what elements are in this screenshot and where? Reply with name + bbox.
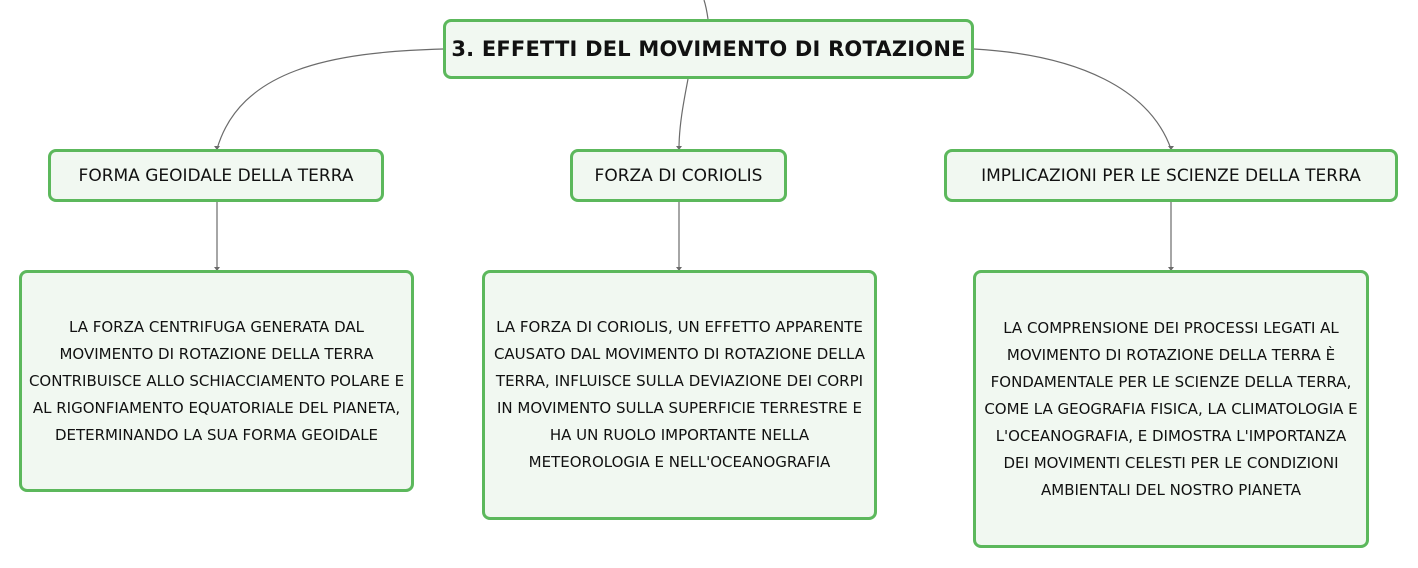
- branch-node-label: IMPLICAZIONI PER LE SCIENZE DELLA TERRA: [981, 165, 1361, 186]
- root-node-label: 3. EFFETTI DEL MOVIMENTO DI ROTAZIONE: [451, 37, 966, 61]
- branch-node-earth-sciences[interactable]: [944, 149, 1398, 202]
- connector-root-to-branch-2: [679, 79, 688, 149]
- connector-root-to-branch-1: [217, 49, 443, 149]
- branch-node-label: FORZA DI CORIOLIS: [594, 165, 763, 186]
- connector-root-to-branch-3: [974, 49, 1171, 149]
- branch-node-label: FORMA GEOIDALE DELLA TERRA: [78, 165, 354, 186]
- leaf-node-text: LA FORZA DI CORIOLIS, UN EFFETTO APPARENTE CAUSATO DAL MOVIMENTO DI ROTAZIONE DELLA TERRA, INFLUISCE SULLA DEVIAZIONE DEI CORPI IN MOVIMENTO SULLA SUPERFICIE TERRESTRE E HA UN RUOLO IMPORTANTE NELLA METEOROLOGIA E NELL'OCEANOGRAFIA: [493, 318, 866, 471]
- leaf-node-text: LA FORZA CENTRIFUGA GENERATA DAL MOVIMENTO DI ROTAZIONE DELLA TERRA CONTRIBUISCE ALLO SCHIACCIAMENTO POLARE E AL RIGONFIAMENTO EQUATORIALE DEL PIANETA, DETERMINANDO LA SUA FORMA GEOIDALE: [28, 317, 405, 444]
- leaf-node-earth-sciences-detail[interactable]: [973, 270, 1369, 548]
- leaf-node-geoid-shape-detail[interactable]: [19, 270, 414, 492]
- connector-parent-to-root: [704, 0, 708, 19]
- branch-node-coriolis-force[interactable]: [570, 149, 787, 202]
- branch-node-geoid-shape[interactable]: [48, 149, 384, 202]
- root-node[interactable]: [443, 19, 974, 79]
- leaf-node-coriolis-detail[interactable]: [482, 270, 877, 520]
- leaf-node-text: LA COMPRENSIONE DEI PROCESSI LEGATI AL MOVIMENTO DI ROTAZIONE DELLA TERRA È FONDAMENTALE PER LE SCIENZE DELLA TERRA, COME LA GEOGRAFIA FISICA, LA CLIMATOLOGIA E L'OCEANOGRAFIA, E DIMOSTRA L'IMPORTANZA DEI MOVIMENTI CELESTI PER LE CONDIZIONI AMBIENTALI DEL NOSTRO PIANETA: [984, 318, 1358, 499]
